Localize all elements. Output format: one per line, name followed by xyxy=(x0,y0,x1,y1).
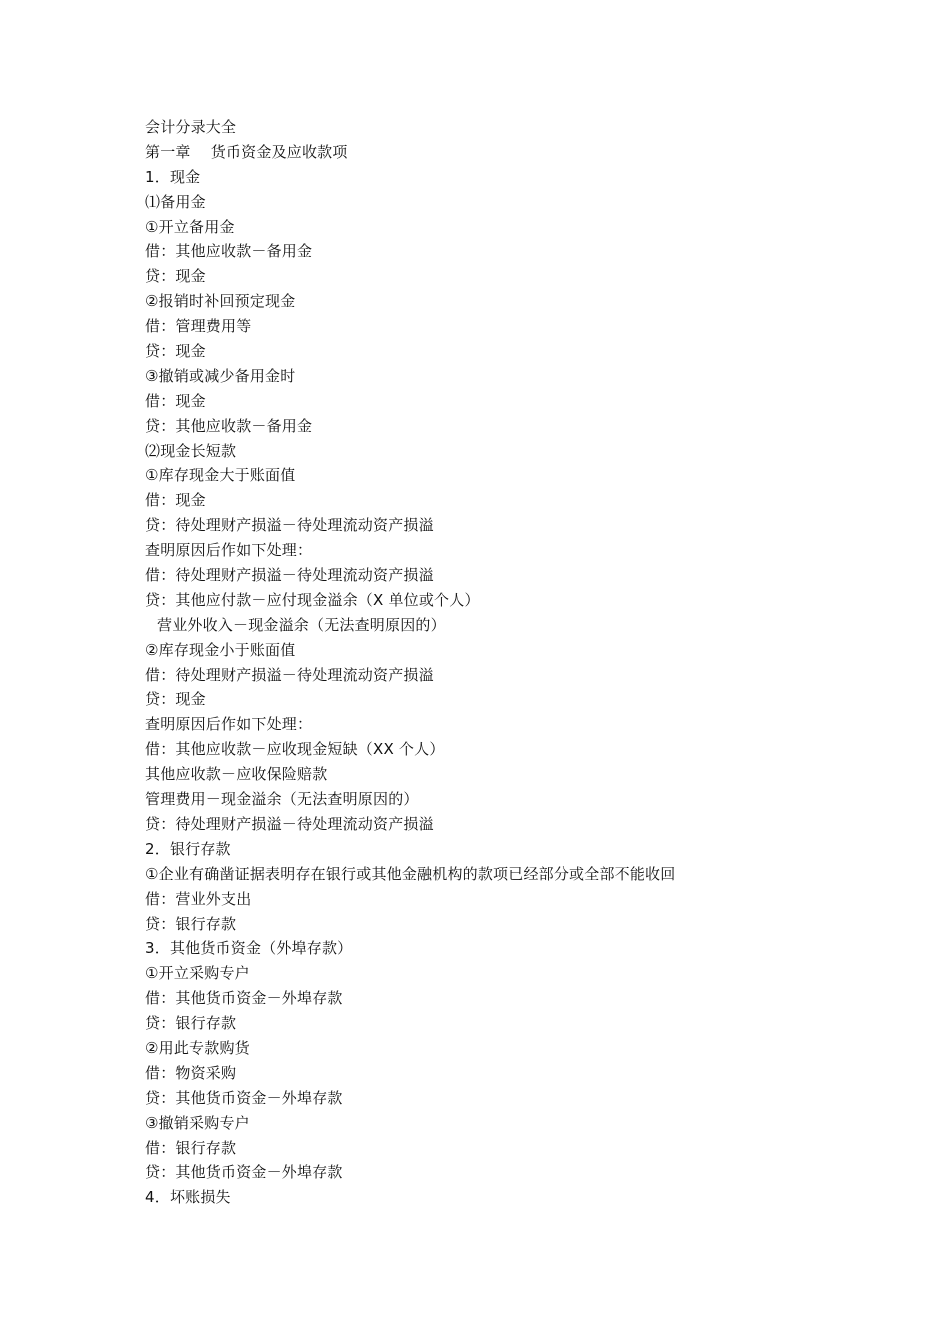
document-body xyxy=(145,115,845,1210)
debit-entry: 借：其他应收款－备用金 xyxy=(145,242,313,261)
credit-entry: 贷：现金 xyxy=(145,342,206,361)
debit-entry-continued: 其他应收款－应收保险赔款 xyxy=(145,765,328,784)
credit-entry: 贷：银行存款 xyxy=(145,1014,237,1033)
section-heading-bank-deposit: 2．银行存款 xyxy=(145,839,231,858)
credit-entry: 贷：银行存款 xyxy=(145,914,237,933)
item-heading: ③撤销或减少备用金时 xyxy=(145,366,296,385)
subsection-cash-over-short: ⑵现金长短款 xyxy=(145,441,237,460)
debit-entry: 借：物资采购 xyxy=(145,1063,237,1082)
credit-entry-continued: 营业外收入－现金溢余（无法查明原因的） xyxy=(157,615,446,634)
credit-entry: 贷：其他应付款－应付现金溢余（X 单位或个人） xyxy=(145,590,480,609)
credit-entry: 贷：其他货币资金－外埠存款 xyxy=(145,1088,343,1107)
debit-entry: 借：其他货币资金－外埠存款 xyxy=(145,989,343,1008)
debit-entry-continued: 管理费用－现金溢余（无法查明原因的） xyxy=(145,790,419,809)
credit-entry: 贷：待处理财产损溢－待处理流动资产损溢 xyxy=(145,814,434,833)
item-heading: ②报销时补回预定现金 xyxy=(145,292,296,311)
item-heading: ③撤销采购专户 xyxy=(145,1113,250,1132)
item-heading: ①库存现金大于账面值 xyxy=(145,466,296,485)
note-line: 查明原因后作如下处理： xyxy=(145,541,313,560)
debit-entry: 借：银行存款 xyxy=(145,1138,237,1157)
document-title: 会计分录大全 xyxy=(145,118,237,136)
debit-entry: 借：现金 xyxy=(145,491,206,510)
debit-entry: 借：待处理财产损溢－待处理流动资产损溢 xyxy=(145,665,434,684)
credit-entry: 贷：其他应收款－备用金 xyxy=(145,416,313,435)
chapter-heading: 第一章 货币资金及应收款项 xyxy=(145,142,348,161)
debit-entry: 借：待处理财产损溢－待处理流动资产损溢 xyxy=(145,566,434,585)
section-heading-bad-debt-loss: 4．坏账损失 xyxy=(145,1188,231,1207)
section-heading-other-monetary-funds: 3．其他货币资金（外埠存款） xyxy=(145,939,353,958)
debit-entry: 借：现金 xyxy=(145,391,206,410)
item-heading: ①企业有确凿证据表明存在银行或其他金融机构的款项已经部分或全部不能收回 xyxy=(145,864,676,883)
item-heading: ①开立备用金 xyxy=(145,217,235,236)
item-heading: ①开立采购专户 xyxy=(145,964,250,983)
debit-entry: 借：其他应收款－应收现金短缺（XX 个人） xyxy=(145,740,445,759)
item-heading: ②用此专款购货 xyxy=(145,1038,250,1057)
debit-entry: 借：营业外支出 xyxy=(145,889,252,908)
credit-entry: 贷：现金 xyxy=(145,690,206,709)
subsection-petty-cash: ⑴备用金 xyxy=(145,192,206,211)
credit-entry: 贷：其他货币资金－外埠存款 xyxy=(145,1163,343,1182)
debit-entry: 借：管理费用等 xyxy=(145,317,252,336)
item-heading: ②库存现金小于账面值 xyxy=(145,640,296,659)
section-heading-cash: 1．现金 xyxy=(145,167,201,186)
note-line: 查明原因后作如下处理： xyxy=(145,715,313,734)
credit-entry: 贷：现金 xyxy=(145,267,206,286)
credit-entry: 贷：待处理财产损溢－待处理流动资产损溢 xyxy=(145,516,434,535)
